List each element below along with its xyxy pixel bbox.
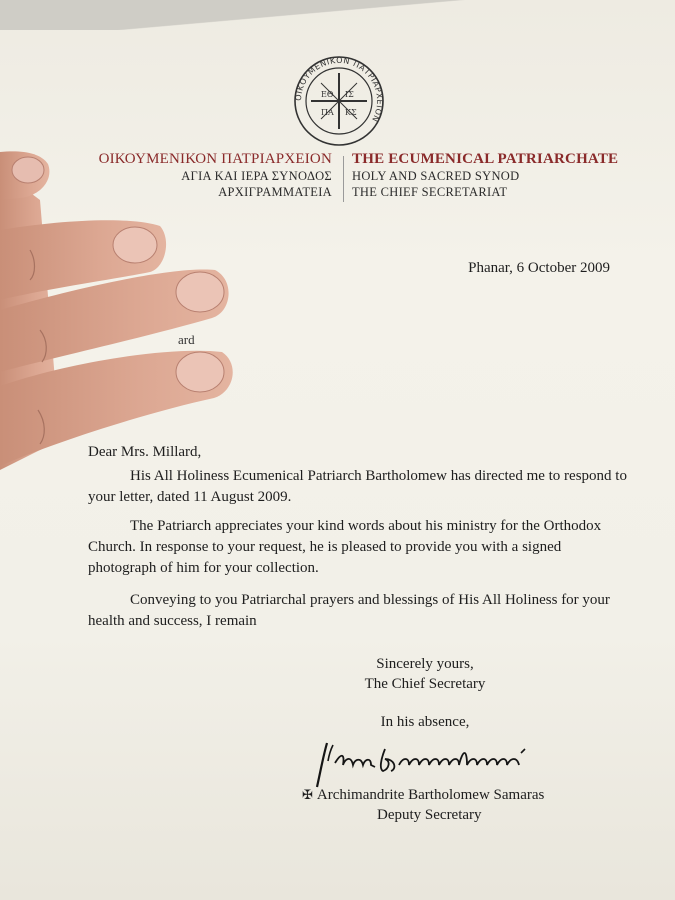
paragraph-2: [88, 516, 633, 579]
letterhead-english: [352, 150, 652, 200]
paragraph-3: [88, 590, 633, 632]
closing-chief-secretary: The Chief Secretary: [364, 676, 486, 692]
closing-sincerely: Sincerely yours,: [376, 656, 474, 672]
english-title: THE ECUMENICAL PATRIARCHATE: [352, 151, 619, 167]
signatory-name: [302, 787, 582, 804]
greek-subtitle-2: ΑΡΧΙΓΡΑΜΜΑΤΕΙΑ: [218, 185, 332, 199]
cross-icon: ✠: [302, 787, 313, 802]
salutation: Dear Mrs. Millard,: [88, 444, 202, 460]
english-subtitle-1: HOLY AND SACRED SYNOD: [352, 169, 520, 183]
paragraph-2-text: The Patriarch appreciates your kind words about his ministry for the Orthodox Church. In response to your request, he is pleased to provide you with a signed photograph of him for your collection.: [88, 518, 602, 576]
greek-title: ΟΙΚΟΥΜΕΝΙΚΟΝ ΠΑΤΡΙΑΡΧΕΙΟΝ: [98, 151, 332, 167]
greek-subtitle-1: ΑΓΙΑ ΚΑΙ ΙΕΡΑ ΣΥΝΟΔΟΣ: [181, 169, 332, 183]
svg-text:ΠΑ: ΠΑ: [321, 108, 334, 117]
patriarchate-seal: [293, 55, 385, 147]
svg-text:ΙΣ: ΙΣ: [345, 90, 354, 99]
date-line: Phanar, 6 October 2009: [468, 260, 610, 276]
svg-text:ΚΣ: ΚΣ: [345, 108, 357, 117]
paragraph-3-text: Conveying to you Patriarchal prayers and blessings of His All Holiness for your health and success, I remain: [88, 592, 610, 629]
paragraph-1-text: His All Holiness Ecumenical Patriarch Bartholomew has directed me to respond to your letter, dated 11 August 2009.: [88, 468, 627, 505]
handwritten-signature: [305, 735, 560, 795]
background-surface: [0, 0, 675, 30]
hand-overlay: [0, 140, 245, 480]
address-fragment: ard: [178, 332, 195, 347]
seal-text: ΟΙΚΟΥΜΕΝΙΚΟΝ ΠΑΤΡΙΑΡΧΕΙΟΝ: [293, 55, 385, 124]
letterhead-divider: [343, 156, 344, 202]
english-subtitle-2: THE CHIEF SECRETARIAT: [352, 185, 508, 199]
signatory-title: Deputy Secretary: [377, 807, 482, 823]
svg-text:ΕΘ: ΕΘ: [321, 90, 334, 99]
signatory-name-text: Archimandrite Bartholomew Samaras: [316, 787, 545, 803]
closing-in-absence: In his absence,: [380, 714, 470, 730]
